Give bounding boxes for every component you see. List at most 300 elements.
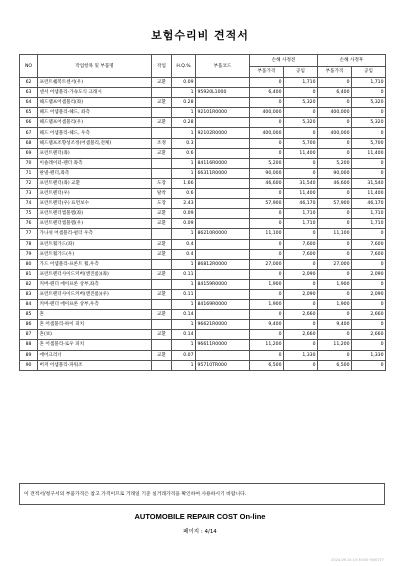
cell-item: 혼 어셈블리-로우 피치 bbox=[38, 340, 152, 350]
cell-hq: 0.3 bbox=[172, 138, 196, 148]
cell-ap: 57,900 bbox=[318, 199, 352, 209]
estimate-table bbox=[19, 54, 386, 371]
table-row bbox=[20, 178, 386, 188]
cell-code bbox=[196, 98, 250, 108]
cell-ap: 0 bbox=[318, 269, 352, 279]
cell-bp: 0 bbox=[250, 289, 284, 299]
header-after-labor: 공임 bbox=[352, 66, 386, 78]
cell-item: 프런트펜더(우) bbox=[38, 189, 152, 199]
cell-bp: 11,100 bbox=[250, 229, 284, 239]
cell-no: 85 bbox=[20, 310, 38, 320]
cell-al: 31,540 bbox=[352, 178, 386, 188]
cell-bp: 5,200 bbox=[250, 158, 284, 168]
cell-bp: 27,000 bbox=[250, 259, 284, 269]
cell-item: 프런트펜더엠블렘(좌) bbox=[38, 209, 152, 219]
header-before: 손해 사정전 bbox=[250, 55, 318, 67]
cell-item: 프런트펜더엠블렘(우) bbox=[38, 219, 152, 229]
cell-item: 혼 bbox=[38, 310, 152, 320]
cell-no: 63 bbox=[20, 88, 38, 98]
cell-al: 5,700 bbox=[352, 138, 386, 148]
cell-al: 7,600 bbox=[352, 239, 386, 249]
cell-al: 0 bbox=[352, 229, 386, 239]
cell-bp: 0 bbox=[250, 350, 284, 360]
cell-ap: 6,500 bbox=[318, 360, 352, 370]
cell-bp: 6,500 bbox=[250, 360, 284, 370]
cell-ap: 0 bbox=[318, 209, 352, 219]
cell-bl: 11,400 bbox=[284, 189, 318, 199]
cell-bl: 2,660 bbox=[284, 330, 318, 340]
cell-bl: 0 bbox=[284, 340, 318, 350]
cell-hq: 1 bbox=[172, 229, 196, 239]
table-row bbox=[20, 219, 386, 229]
cell-ap: 0 bbox=[318, 78, 352, 88]
cell-al: 0 bbox=[352, 88, 386, 98]
cell-hq: 0.09 bbox=[172, 78, 196, 88]
cell-hq: 1 bbox=[172, 320, 196, 330]
cell-bl: 0 bbox=[284, 158, 318, 168]
cell-code bbox=[196, 350, 250, 360]
cell-bl: 2,090 bbox=[284, 269, 318, 279]
header-hqty: H.Q.% bbox=[172, 55, 196, 78]
cell-no: 78 bbox=[20, 239, 38, 249]
cell-work bbox=[152, 229, 172, 239]
cell-item: 헤드 어셈블리-헤드, 우측 bbox=[38, 128, 152, 138]
cell-ap: 400,000 bbox=[318, 108, 352, 118]
table-row bbox=[20, 360, 386, 370]
cell-ap: 11,100 bbox=[318, 229, 352, 239]
cell-item: 프런트펜더사이드커버(앤진룸)(우) bbox=[38, 289, 152, 299]
table-row bbox=[20, 108, 386, 118]
table-row bbox=[20, 158, 386, 168]
cell-hq: 0.14 bbox=[172, 310, 196, 320]
cell-code bbox=[196, 219, 250, 229]
cell-item: 에어크리너 bbox=[38, 350, 152, 360]
cell-hq: 0.4 bbox=[172, 249, 196, 259]
cell-item: 헤드램프어셈블리(우) bbox=[38, 118, 152, 128]
cell-hq: 0.28 bbox=[172, 118, 196, 128]
cell-bl: 1,330 bbox=[284, 350, 318, 360]
cell-item: 커버-펜더 에이프론 상부,우측 bbox=[38, 300, 152, 310]
cell-al: 0 bbox=[352, 168, 386, 178]
cell-bl: 7,600 bbox=[284, 249, 318, 259]
cell-bp: 0 bbox=[250, 219, 284, 229]
cell-al: 2,090 bbox=[352, 269, 386, 279]
cell-bp: 0 bbox=[250, 118, 284, 128]
cell-al: 2,660 bbox=[352, 310, 386, 320]
cell-no: 86 bbox=[20, 320, 38, 330]
cell-hq: 1 bbox=[172, 158, 196, 168]
header-work: 작업 bbox=[152, 55, 172, 78]
table-row bbox=[20, 229, 386, 239]
cell-ap: 1,900 bbox=[318, 279, 352, 289]
cell-hq: 1 bbox=[172, 108, 196, 118]
table-row bbox=[20, 209, 386, 219]
cell-code bbox=[196, 330, 250, 340]
cell-item: 가드 어셈블리-프론트 휠,우측 bbox=[38, 259, 152, 269]
table-row bbox=[20, 259, 386, 269]
cell-item: 헤드 어셈블리-헤드, 좌측 bbox=[38, 108, 152, 118]
cell-item: 혼 어셈블리-하이 피치 bbox=[38, 320, 152, 330]
cell-al: 0 bbox=[352, 300, 386, 310]
table-row bbox=[20, 189, 386, 199]
cell-bp: 0 bbox=[250, 310, 284, 320]
table-row bbox=[20, 199, 386, 209]
cell-code bbox=[196, 269, 250, 279]
cell-bp: 0 bbox=[250, 78, 284, 88]
cell-no: 71 bbox=[20, 168, 38, 178]
cell-work: 탈착 bbox=[152, 189, 172, 199]
cell-ap: 0 bbox=[318, 310, 352, 320]
cell-work: 교환 bbox=[152, 310, 172, 320]
cell-bl: 2,660 bbox=[284, 310, 318, 320]
cell-ap: 400,000 bbox=[318, 128, 352, 138]
cell-hq: 0.11 bbox=[172, 269, 196, 279]
cell-work bbox=[152, 300, 172, 310]
cell-ap: 9,400 bbox=[318, 320, 352, 330]
cell-code: 86210R0000 bbox=[196, 229, 250, 239]
cell-no: 62 bbox=[20, 78, 38, 88]
cell-al: 0 bbox=[352, 128, 386, 138]
cell-item: 버저 어셈블리-파워조 bbox=[38, 360, 152, 370]
cell-work: 교환 bbox=[152, 330, 172, 340]
cell-work bbox=[152, 340, 172, 350]
cell-code: 84159R0000 bbox=[196, 279, 250, 289]
cell-al: 0 bbox=[352, 108, 386, 118]
cell-item: 이숄레이터-펜더 좌측 bbox=[38, 158, 152, 168]
cell-bl: 1,710 bbox=[284, 219, 318, 229]
table-row bbox=[20, 279, 386, 289]
cell-bl: 0 bbox=[284, 128, 318, 138]
cell-al: 0 bbox=[352, 340, 386, 350]
table-row bbox=[20, 300, 386, 310]
table-row bbox=[20, 168, 386, 178]
cell-bl: 5,320 bbox=[284, 98, 318, 108]
cell-ap: 1,900 bbox=[318, 300, 352, 310]
cell-no: 90 bbox=[20, 360, 38, 370]
cell-hq: 1.66 bbox=[172, 178, 196, 188]
cell-bp: 0 bbox=[250, 249, 284, 259]
table-row bbox=[20, 98, 386, 108]
cell-hq: 0.6 bbox=[172, 189, 196, 199]
cell-bp: 0 bbox=[250, 269, 284, 279]
cell-al: 11,400 bbox=[352, 148, 386, 158]
cell-bp: 0 bbox=[250, 148, 284, 158]
cell-item: 프런트휠가드(우) bbox=[38, 249, 152, 259]
cell-ap: 0 bbox=[318, 98, 352, 108]
cell-code bbox=[196, 239, 250, 249]
cell-ap: 0 bbox=[318, 118, 352, 128]
cell-no: 77 bbox=[20, 229, 38, 239]
cell-work bbox=[152, 88, 172, 98]
cell-bp: 0 bbox=[250, 239, 284, 249]
cell-al: 46,170 bbox=[352, 199, 386, 209]
cell-item: 프런트펜더(좌) 교환 bbox=[38, 178, 152, 188]
cell-work bbox=[152, 259, 172, 269]
cell-code: 95710TR000 bbox=[196, 360, 250, 370]
cell-bl: 0 bbox=[284, 259, 318, 269]
cell-ap: 0 bbox=[318, 330, 352, 340]
cell-item: 커버-펜더 에이프론 상부,좌측 bbox=[38, 279, 152, 289]
cell-bp: 6,400 bbox=[250, 88, 284, 98]
header-after-parts: 부품가격 bbox=[318, 66, 352, 78]
cell-bl: 46,170 bbox=[284, 199, 318, 209]
cell-hq: 1 bbox=[172, 360, 196, 370]
cell-hq: 1 bbox=[172, 128, 196, 138]
cell-al: 0 bbox=[352, 360, 386, 370]
cell-code bbox=[196, 209, 250, 219]
cell-work: 교환 bbox=[152, 249, 172, 259]
cell-al: 0 bbox=[352, 279, 386, 289]
cell-code: 92102R0000 bbox=[196, 128, 250, 138]
cell-work bbox=[152, 279, 172, 289]
cell-bl: 2,090 bbox=[284, 289, 318, 299]
cell-al: 7,600 bbox=[352, 249, 386, 259]
cell-bp: 0 bbox=[250, 209, 284, 219]
cell-no: 76 bbox=[20, 219, 38, 229]
cell-hq: 1 bbox=[172, 279, 196, 289]
cell-code bbox=[196, 118, 250, 128]
cell-hq: 1 bbox=[172, 259, 196, 269]
cell-item: 가니쉬 어셈블리-펼더 우측 bbox=[38, 229, 152, 239]
cell-bl: 0 bbox=[284, 279, 318, 289]
cell-code: 96621R0000 bbox=[196, 320, 250, 330]
cell-no: 89 bbox=[20, 350, 38, 360]
table-row bbox=[20, 88, 386, 98]
cell-hq: 1 bbox=[172, 168, 196, 178]
cell-al: 5,320 bbox=[352, 98, 386, 108]
cell-work: 교환 bbox=[152, 98, 172, 108]
cell-hq: 0.6 bbox=[172, 148, 196, 158]
cell-no: 65 bbox=[20, 108, 38, 118]
cell-code bbox=[196, 148, 250, 158]
cell-bp: 9,400 bbox=[250, 320, 284, 330]
cell-al: 11,400 bbox=[352, 189, 386, 199]
cell-work: 교환 bbox=[152, 269, 172, 279]
cell-no: 84 bbox=[20, 300, 38, 310]
cell-no: 72 bbox=[20, 178, 38, 188]
cell-bl: 0 bbox=[284, 300, 318, 310]
cell-ap: 0 bbox=[318, 249, 352, 259]
cell-no: 88 bbox=[20, 340, 38, 350]
cell-item: 센서 어셈블리-가속도식 크래시 bbox=[38, 88, 152, 98]
table-row bbox=[20, 269, 386, 279]
cell-work bbox=[152, 360, 172, 370]
table-row bbox=[20, 350, 386, 360]
cell-no: 64 bbox=[20, 98, 38, 108]
cell-bp: 0 bbox=[250, 330, 284, 340]
cell-hq: 0.07 bbox=[172, 350, 196, 360]
cell-hq: 0.14 bbox=[172, 330, 196, 340]
cell-hq: 0.09 bbox=[172, 219, 196, 229]
cell-bp: 400,000 bbox=[250, 128, 284, 138]
table-row bbox=[20, 239, 386, 249]
cell-bl: 0 bbox=[284, 88, 318, 98]
cell-hq: 0.09 bbox=[172, 209, 196, 219]
cell-ap: 0 bbox=[318, 239, 352, 249]
header-before-labor: 공임 bbox=[284, 66, 318, 78]
cell-bl: 31,540 bbox=[284, 178, 318, 188]
cell-bp: 57,900 bbox=[250, 199, 284, 209]
table-row bbox=[20, 128, 386, 138]
cell-work: 교환 bbox=[152, 209, 172, 219]
cell-bl: 0 bbox=[284, 320, 318, 330]
cell-hq: 1 bbox=[172, 88, 196, 98]
cell-work: 조정 bbox=[152, 138, 172, 148]
table-row bbox=[20, 310, 386, 320]
cell-item: 혼(보) bbox=[38, 330, 152, 340]
cell-ap: 27,000 bbox=[318, 259, 352, 269]
header-code: 부품코드 bbox=[196, 55, 250, 78]
cell-ap: 46,600 bbox=[318, 178, 352, 188]
cell-al: 1,330 bbox=[352, 350, 386, 360]
cell-work: 교환 bbox=[152, 219, 172, 229]
cell-bp: 0 bbox=[250, 98, 284, 108]
cell-ap: 0 bbox=[318, 289, 352, 299]
cell-item: 프런트펜더사이드커버(앤진룸)(좌) bbox=[38, 269, 152, 279]
cell-item: 프런트펜더(좌) bbox=[38, 148, 152, 158]
cell-ap: 0 bbox=[318, 148, 352, 158]
cell-no: 74 bbox=[20, 199, 38, 209]
cell-work: 교환 bbox=[152, 148, 172, 158]
cell-code bbox=[196, 178, 250, 188]
cell-work bbox=[152, 108, 172, 118]
cell-hq: 1 bbox=[172, 300, 196, 310]
cell-bl: 1,710 bbox=[284, 78, 318, 88]
cell-work: 도장 bbox=[152, 178, 172, 188]
cell-bl: 0 bbox=[284, 108, 318, 118]
cell-item: 프런트휠가드(좌) bbox=[38, 239, 152, 249]
cell-bl: 5,700 bbox=[284, 138, 318, 148]
cell-no: 69 bbox=[20, 148, 38, 158]
table-row bbox=[20, 330, 386, 340]
table-row bbox=[20, 320, 386, 330]
cell-work bbox=[152, 158, 172, 168]
cell-bl: 0 bbox=[284, 168, 318, 178]
cell-bp: 46,600 bbox=[250, 178, 284, 188]
table-row bbox=[20, 340, 386, 350]
cell-code: 84116R0000 bbox=[196, 158, 250, 168]
cell-item: 헤드램프조향성조정(어셈블리,전체) bbox=[38, 138, 152, 148]
cell-no: 87 bbox=[20, 330, 38, 340]
cell-hq: 0.28 bbox=[172, 98, 196, 108]
cell-item: 프런트펜더(우) 표면보수 bbox=[38, 199, 152, 209]
header-before-parts: 부품가격 bbox=[250, 66, 284, 78]
cell-bp: 1,900 bbox=[250, 300, 284, 310]
price-note: 이 견적서/청구서의 부품가격은 참고 가격이므로 거래일 기준 실거래가격을 확인하여 사용하시기 바랍니다. bbox=[19, 483, 385, 505]
table-row bbox=[20, 138, 386, 148]
cell-no: 67 bbox=[20, 128, 38, 138]
cell-no: 81 bbox=[20, 269, 38, 279]
cell-work: 도장 bbox=[152, 199, 172, 209]
cell-bp: 400,000 bbox=[250, 108, 284, 118]
cell-bp: 0 bbox=[250, 138, 284, 148]
cell-ap: 0 bbox=[318, 350, 352, 360]
header-no: NO bbox=[20, 55, 38, 78]
cell-al: 0 bbox=[352, 158, 386, 168]
cell-no: 80 bbox=[20, 259, 38, 269]
cell-al: 1,710 bbox=[352, 219, 386, 229]
cell-bl: 1,710 bbox=[284, 209, 318, 219]
cell-bp: 11,200 bbox=[250, 340, 284, 350]
header-after: 손해 사정후 bbox=[318, 55, 386, 67]
cell-hq: 0.4 bbox=[172, 239, 196, 249]
page-number: 페이지 : 4/14 bbox=[183, 529, 217, 535]
cell-code bbox=[196, 310, 250, 320]
cell-work bbox=[152, 128, 172, 138]
cell-no: 75 bbox=[20, 209, 38, 219]
cell-item: 프런트쉘복트센서(우) bbox=[38, 78, 152, 88]
cell-no: 73 bbox=[20, 189, 38, 199]
cell-code: 92101R0000 bbox=[196, 108, 250, 118]
table-row bbox=[20, 249, 386, 259]
cell-al: 0 bbox=[352, 259, 386, 269]
table-row bbox=[20, 289, 386, 299]
cell-work: 교환 bbox=[152, 239, 172, 249]
cell-ap: 0 bbox=[318, 138, 352, 148]
cell-no: 68 bbox=[20, 138, 38, 148]
cell-no: 70 bbox=[20, 158, 38, 168]
document-title: 보험수리비 견적서 bbox=[151, 29, 249, 42]
cell-bp: 90,000 bbox=[250, 168, 284, 178]
cell-work bbox=[152, 320, 172, 330]
table-row bbox=[20, 118, 386, 128]
cell-code: 86812R0000 bbox=[196, 259, 250, 269]
cell-bl: 11,400 bbox=[284, 148, 318, 158]
cell-ap: 6,400 bbox=[318, 88, 352, 98]
table-row bbox=[20, 78, 386, 88]
cell-bl: 0 bbox=[284, 229, 318, 239]
print-stamp: 2024-09-15 15:30:00 9/00777 bbox=[331, 558, 384, 562]
cell-code bbox=[196, 289, 250, 299]
cell-no: 82 bbox=[20, 279, 38, 289]
cell-work: 교환 bbox=[152, 78, 172, 88]
cell-work bbox=[152, 168, 172, 178]
header-item: 작업항목 및 부품명 bbox=[38, 55, 152, 78]
cell-al: 2,660 bbox=[352, 330, 386, 340]
cell-ap: 0 bbox=[318, 189, 352, 199]
cell-work: 교환 bbox=[152, 289, 172, 299]
cell-code bbox=[196, 138, 250, 148]
cell-ap: 90,000 bbox=[318, 168, 352, 178]
cell-ap: 0 bbox=[318, 219, 352, 229]
cell-code: 95920L1000 bbox=[196, 88, 250, 98]
cell-no: 83 bbox=[20, 289, 38, 299]
cell-al: 2,090 bbox=[352, 289, 386, 299]
cell-ap: 5,200 bbox=[318, 158, 352, 168]
cell-code bbox=[196, 78, 250, 88]
cell-al: 1,710 bbox=[352, 209, 386, 219]
cell-item: 판넬-펜더,좌측 bbox=[38, 168, 152, 178]
cell-ap: 11,200 bbox=[318, 340, 352, 350]
cell-hq: 2.43 bbox=[172, 199, 196, 209]
cell-al: 5,320 bbox=[352, 118, 386, 128]
cell-bl: 7,600 bbox=[284, 239, 318, 249]
cell-al: 0 bbox=[352, 320, 386, 330]
cell-item: 헤드램프어셈블리(좌) bbox=[38, 98, 152, 108]
cell-work: 교환 bbox=[152, 350, 172, 360]
cell-bl: 0 bbox=[284, 360, 318, 370]
cell-code bbox=[196, 189, 250, 199]
cell-code bbox=[196, 249, 250, 259]
cell-hq: 1 bbox=[172, 340, 196, 350]
table-row bbox=[20, 148, 386, 158]
cell-bp: 1,900 bbox=[250, 279, 284, 289]
cell-code bbox=[196, 199, 250, 209]
cell-no: 66 bbox=[20, 118, 38, 128]
cell-code: 66311R0000 bbox=[196, 168, 250, 178]
cell-al: 1,710 bbox=[352, 78, 386, 88]
cell-code: 96611R0000 bbox=[196, 340, 250, 350]
